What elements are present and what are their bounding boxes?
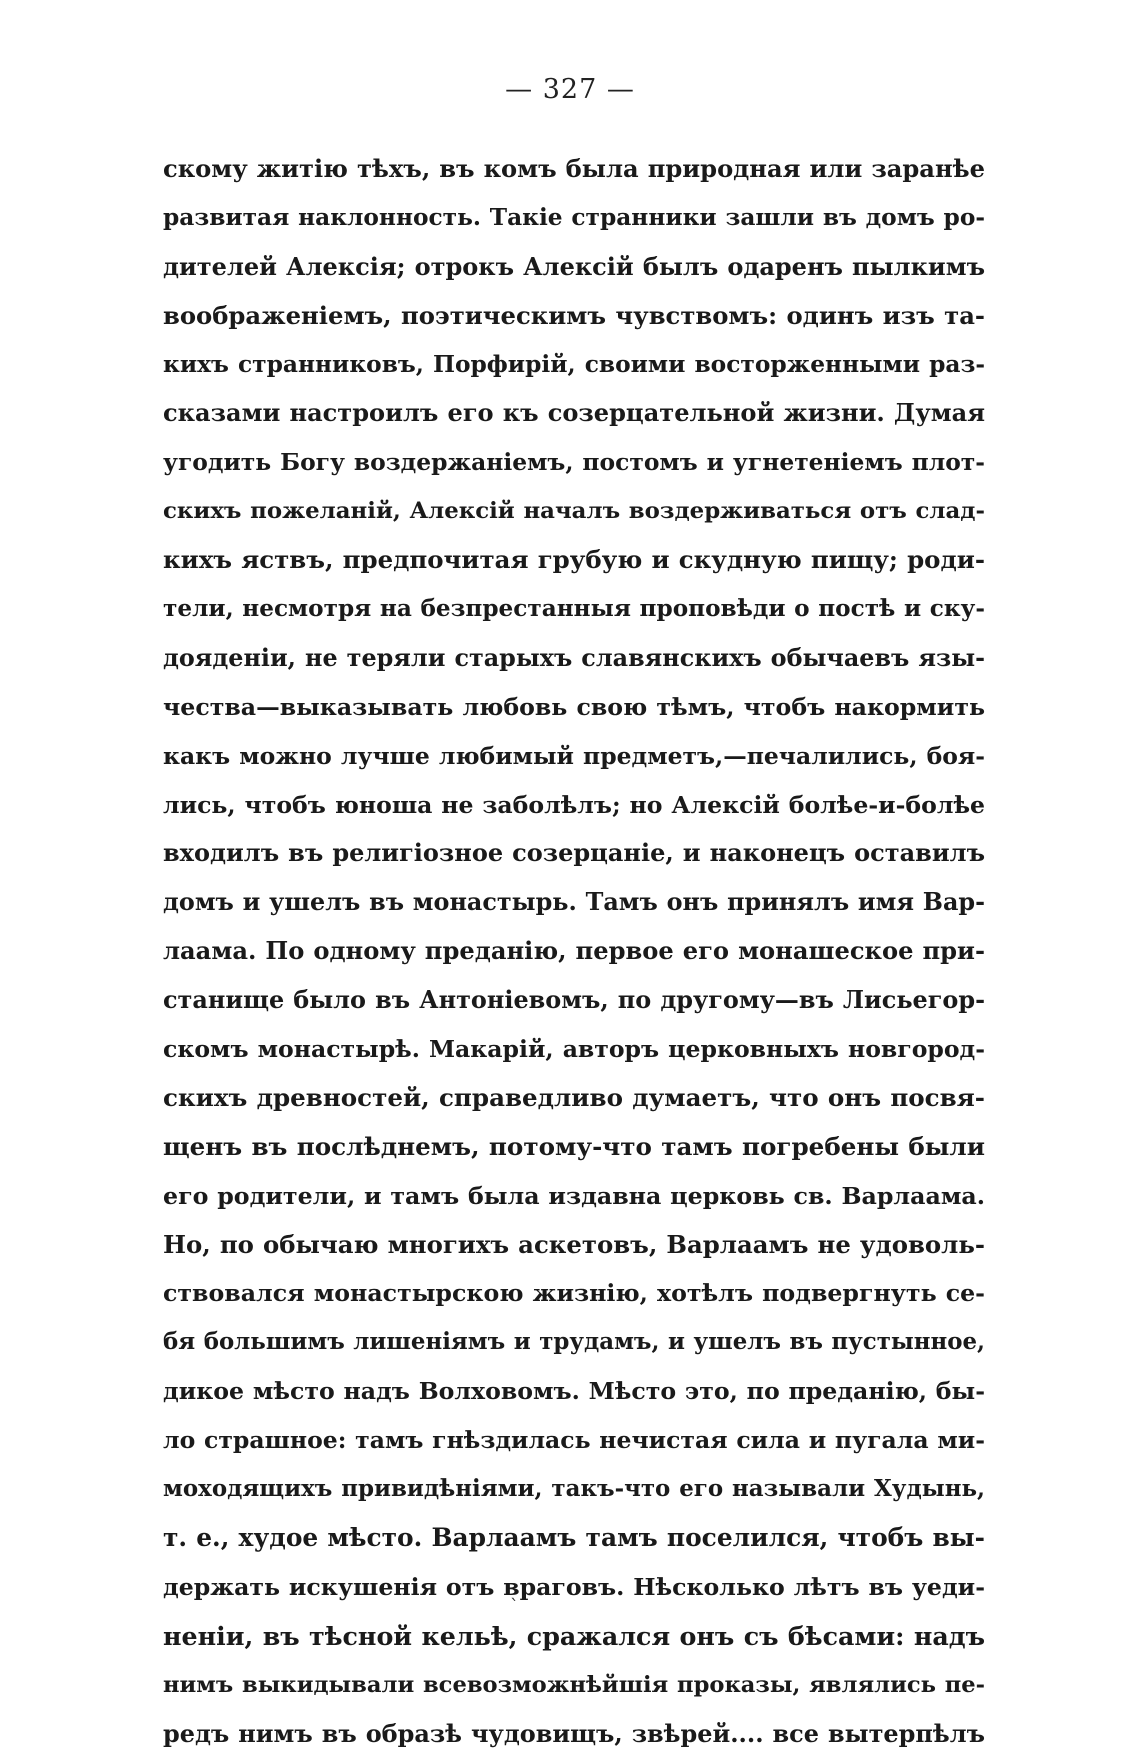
text-line: дояденіи, не теряли старыхъ славянскихъ обычаевъ язы- xyxy=(163,634,985,683)
text-line: чества—выказывать любовь свою тѣмъ, чтобъ накормить xyxy=(163,683,985,732)
page-number: — 327 — xyxy=(0,74,1140,105)
text-line: щенъ въ послѣднемъ, потому-что тамъ погребены были xyxy=(163,1123,985,1172)
text-line: скихъ пожеланій, Алексій началъ воздерживаться отъ слад- xyxy=(163,487,985,536)
text-line: редъ нимъ въ образѣ чудовищъ, звѣрей.... все вытерпѣлъ xyxy=(163,1710,985,1758)
text-line: домъ и ушелъ въ монастырь. Тамъ онъ принялъ имя Вар- xyxy=(163,878,985,927)
text-line: его родители, и тамъ была издавна церковь св. Варлаама. xyxy=(163,1172,985,1221)
text-line: тели, несмотря на безпрестанныя проповѣди о постѣ и ску- xyxy=(163,585,985,634)
signature-mark: ˋ xyxy=(510,1596,519,1617)
text-line: входилъ въ религіозное созерцаніе, и наконецъ оставилъ xyxy=(163,829,985,878)
text-line: дителей Алексія; отрокъ Алексій былъ одаренъ пылкимъ xyxy=(163,243,985,292)
text-line: развитая наклонность. Такіе странники зашли въ домъ ро- xyxy=(163,194,985,243)
text-line: скому житію тѣхъ, въ комъ была природная или заранѣе xyxy=(163,145,985,194)
text-line: угодить Богу воздержаніемъ, постомъ и угнетеніемъ плот- xyxy=(163,438,985,487)
text-line: т. е., худое мѣсто. Варлаамъ тамъ поселился, чтобъ вы- xyxy=(163,1514,985,1563)
text-line: нимъ выкидывали всевозможнѣйшія проказы, являлись пе- xyxy=(163,1661,985,1710)
text-line: лись, чтобъ юноша не заболѣлъ; но Алексій болѣе-и-болѣе xyxy=(163,781,985,830)
text-line: кихъ странниковъ, Порфирій, своими восторженными раз- xyxy=(163,341,985,390)
text-line: бя большимъ лишеніямъ и трудамъ, и ушелъ въ пустынное, xyxy=(163,1318,985,1367)
text-line: Но, по обычаю многихъ аскетовъ, Варлаамъ не удоволь- xyxy=(163,1221,985,1270)
text-line: ло страшное: тамъ гнѣздилась нечистая сила и пугала ми- xyxy=(163,1416,985,1465)
text-line: моходящихъ привидѣніями, такъ-что его называли Худынь, xyxy=(163,1465,985,1514)
text-line: ствовался монастырскою жизнію, хотѣлъ подвергнуть се- xyxy=(163,1269,985,1318)
text-line: воображеніемъ, поэтическимъ чувствомъ: одинъ изъ та- xyxy=(163,292,985,341)
text-line: лаама. По одному преданію, первое его монашеское при- xyxy=(163,927,985,976)
text-line: станище было въ Антоніевомъ, по другому—въ Лисьегор- xyxy=(163,976,985,1025)
text-line: скомъ монастырѣ. Макарій, авторъ церковныхъ новгород- xyxy=(163,1025,985,1074)
text-line: дикое мѣсто надъ Волховомъ. Мѣсто это, по преданію, бы- xyxy=(163,1367,985,1416)
text-line: кихъ яствъ, предпочитая грубую и скудную пищу; роди- xyxy=(163,536,985,585)
text-line: держать искушенія отъ враговъ. Нѣсколько лѣтъ въ уеди- xyxy=(163,1563,985,1612)
text-line: неніи, въ тѣсной кельѣ, сражался онъ съ бѣсами: надъ xyxy=(163,1612,985,1661)
text-line: сказами настроилъ его къ созерцательной жизни. Думая xyxy=(163,389,985,438)
text-line: скихъ древностей, справедливо думаетъ, что онъ посвя- xyxy=(163,1074,985,1123)
body-text xyxy=(163,145,985,1758)
text-line: какъ можно лучше любимый предметъ,—печалились, боя- xyxy=(163,732,985,781)
